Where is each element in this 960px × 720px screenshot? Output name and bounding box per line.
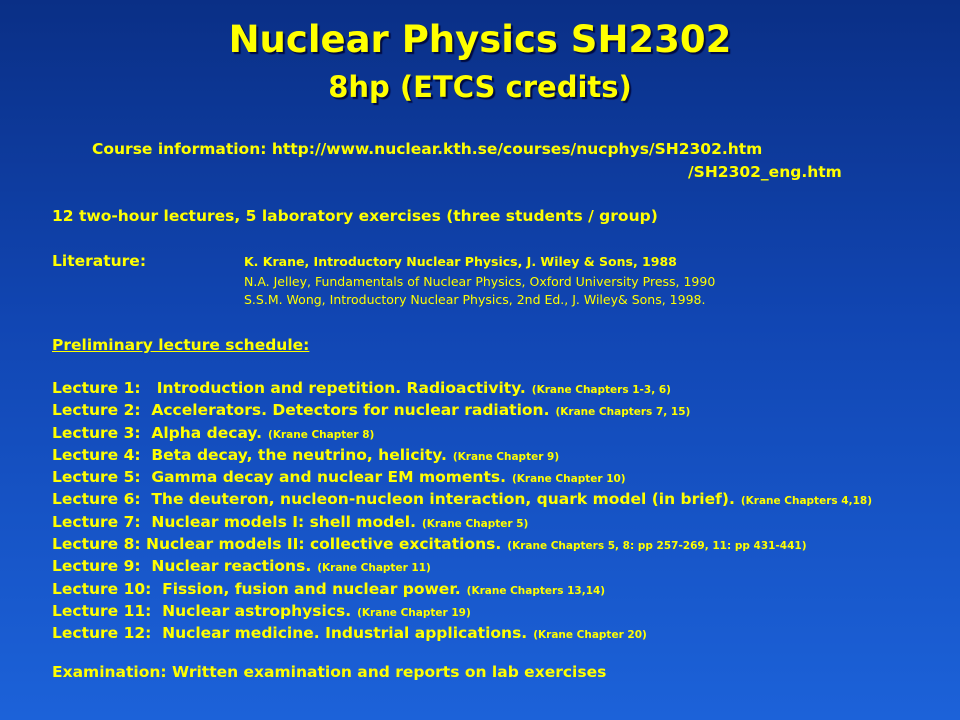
lecture-reference: (Krane Chapters 1-3, 6) <box>531 384 671 396</box>
lecture-topic: The deuteron, nucleon-nucleon interaction, quark model (in brief). <box>151 490 735 509</box>
lecture-row <box>52 468 872 490</box>
literature-label: Literature: <box>52 252 147 270</box>
lecture-topic: Accelerators. Detectors for nuclear radiation. <box>151 401 550 420</box>
lecture-reference: (Krane Chapter 9) <box>452 450 560 463</box>
lecture-label: Lecture 12: <box>52 624 152 643</box>
lecture-reference: (Krane Chapter 20) <box>533 629 647 642</box>
lecture-row <box>52 602 872 624</box>
lecture-row <box>52 580 872 602</box>
lecture-reference: (Krane Chapter 19) <box>357 606 471 619</box>
lecture-label: Lecture 4: <box>52 445 141 464</box>
lecture-label: Lecture 10: <box>52 579 152 598</box>
lecture-topic: Fission, fusion and nuclear power. <box>162 579 461 598</box>
lecture-row <box>52 424 872 446</box>
lecture-reference: (Krane Chapters 7, 15) <box>555 406 691 419</box>
lecture-reference: (Krane Chapter 5) <box>422 517 529 530</box>
lecture-reference: (Krane Chapters 5, 8: pp 257-269, 11: pp 431-441) <box>507 540 807 553</box>
lecture-label: Lecture 6: <box>52 490 141 509</box>
lecture-topic: Gamma decay and nuclear EM moments. <box>151 468 506 487</box>
slide-title: Nuclear Physics SH2302 <box>228 18 732 61</box>
lecture-topic: Nuclear reactions. <box>151 557 312 576</box>
lecture-reference: (Krane Chapters 4,18) <box>740 495 872 508</box>
literature-item: K. Krane, Introductory Nuclear Physics, J. Wiley & Sons, 1988 <box>244 254 677 269</box>
lecture-topic: Nuclear models II: collective excitations. <box>145 535 502 554</box>
lecture-row <box>52 446 872 468</box>
lecture-topic: Beta decay, the neutrino, helicity. <box>151 445 447 464</box>
schedule-heading: Preliminary lecture schedule: <box>52 336 310 354</box>
lecture-topic: Alpha decay. <box>151 423 263 442</box>
lecture-label: Lecture 2: <box>52 401 141 420</box>
lecture-row <box>52 490 872 512</box>
lecture-topic: Introduction and repetition. Radioactivity. <box>156 379 526 397</box>
lecture-label: Lecture 8: <box>52 535 141 554</box>
lecture-topic: Nuclear models I: shell model. <box>151 512 416 531</box>
lecture-label: Lecture 7: <box>52 512 141 531</box>
course-info-line: Course information: http://www.nuclear.kth.se/courses/nucphys/SH2302.htm <box>92 140 763 158</box>
course-info-url-continuation: /SH2302_eng.htm <box>688 163 842 181</box>
lecture-reference: (Krane Chapters 13,14) <box>466 584 606 597</box>
lecture-row <box>52 401 872 423</box>
lecture-label: Lecture 11: <box>52 601 152 620</box>
lecture-reference: (Krane Chapter 11) <box>317 562 431 575</box>
lectures-summary: 12 two-hour lectures, 5 laboratory exercises (three students / group) <box>52 207 658 225</box>
lecture-label: Lecture 3: <box>52 423 141 442</box>
lecture-label: Lecture 9: <box>52 557 141 576</box>
lecture-label: Lecture 1: <box>52 379 141 397</box>
lecture-topic: Nuclear astrophysics. <box>162 601 352 620</box>
lecture-reference: (Krane Chapter 10) <box>511 473 626 486</box>
literature-item: S.S.M. Wong, Introductory Nuclear Physics, 2nd Ed., J. Wiley& Sons, 1998. <box>244 292 706 307</box>
lecture-row <box>52 624 872 646</box>
literature-item: N.A. Jelley, Fundamentals of Nuclear Physics, Oxford University Press, 1990 <box>244 274 716 289</box>
lecture-schedule-list <box>52 379 872 647</box>
lecture-row <box>52 379 872 401</box>
lecture-row <box>52 557 872 579</box>
slide-subtitle: 8hp (ETCS credits) <box>328 70 632 104</box>
lecture-row <box>52 535 872 557</box>
examination-info: Examination: Written examination and reports on lab exercises <box>52 663 607 681</box>
lecture-reference: (Krane Chapter 8) <box>268 428 375 441</box>
lecture-topic: Nuclear medicine. Industrial applications. <box>162 624 528 643</box>
lecture-label: Lecture 5: <box>52 468 141 487</box>
lecture-row <box>52 513 872 535</box>
